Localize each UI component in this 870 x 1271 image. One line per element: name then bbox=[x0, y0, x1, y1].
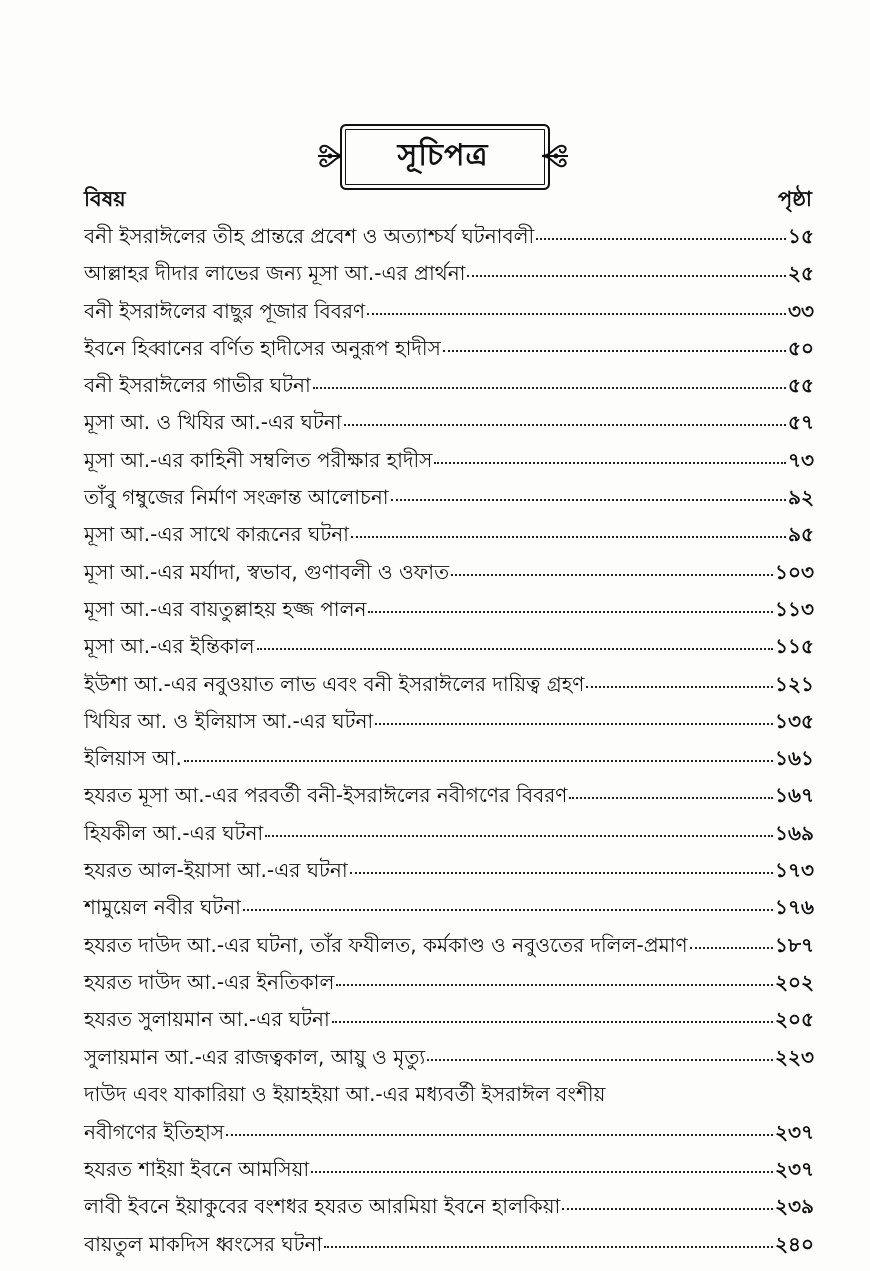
toc-entry-page: ২৫ bbox=[788, 261, 814, 286]
page-title: সূচিপত্র bbox=[397, 137, 489, 173]
toc-entry-page: ২০৫ bbox=[775, 1007, 814, 1032]
dot-leader bbox=[690, 946, 773, 949]
dot-leader bbox=[427, 1058, 773, 1061]
subject-column-header: বিষয় bbox=[84, 187, 126, 211]
toc-entry-page: ১৫ bbox=[788, 224, 814, 248]
toc-entry-page: ১৭৩ bbox=[775, 858, 814, 883]
toc-entry-title: ইলিয়াস আ. bbox=[84, 746, 182, 771]
toc-entry[interactable] bbox=[84, 595, 814, 632]
toc-entry-page: ৩৩ bbox=[787, 298, 814, 323]
toc-entry-page: ৯২ bbox=[788, 485, 814, 510]
dot-leader bbox=[350, 871, 773, 874]
toc-entry-page: ২০২ bbox=[774, 969, 814, 994]
toc-entry[interactable] bbox=[84, 371, 814, 408]
toc-entry-page: ২২৩ bbox=[774, 1044, 814, 1069]
toc-entry[interactable] bbox=[84, 968, 814, 1005]
toc-entry[interactable] bbox=[84, 408, 814, 445]
toc-entry-page: ৯৫ bbox=[788, 522, 814, 547]
toc-entry[interactable] bbox=[84, 483, 814, 520]
dot-leader bbox=[467, 274, 786, 277]
toc-entry[interactable] bbox=[84, 707, 814, 744]
toc-entry-title: বনী ইসরাঈলের গাভীর ঘটনা bbox=[84, 373, 311, 398]
toc-entry-page: ১৭৬ bbox=[775, 895, 814, 920]
toc-entry-title: মূসা আ. ও খিযির আ.-এর ঘটনা bbox=[84, 410, 342, 435]
dot-leader bbox=[265, 834, 773, 837]
toc-entry[interactable] bbox=[84, 931, 814, 968]
toc-entry[interactable] bbox=[84, 893, 814, 930]
dot-leader bbox=[368, 610, 773, 613]
dot-leader bbox=[375, 722, 773, 725]
toc-entry-title: মূসা আ.-এর সাথে কারূনের ঘটনা bbox=[84, 522, 349, 547]
toc-entry[interactable] bbox=[84, 334, 814, 371]
toc-entry-title: আল্লাহর দীদার লাভের জন্য মূসা আ.-এর প্রার্থনা bbox=[84, 261, 466, 286]
toc-entry[interactable] bbox=[84, 259, 814, 296]
page-column-header: পৃষ্ঠা bbox=[777, 187, 812, 211]
toc-entry-title: খিযির আ. ও ইলিয়াস আ.-এর ঘটনা bbox=[84, 708, 374, 733]
dot-leader bbox=[367, 312, 786, 315]
toc-list bbox=[84, 222, 814, 1267]
toc-entry[interactable] bbox=[84, 1230, 814, 1267]
toc-entry[interactable] bbox=[84, 1005, 814, 1042]
dot-leader bbox=[226, 1133, 773, 1136]
toc-entry[interactable] bbox=[84, 446, 814, 483]
toc-entry[interactable] bbox=[84, 558, 814, 595]
ornament-icon bbox=[540, 138, 570, 174]
dot-leader bbox=[351, 535, 786, 538]
toc-entry-page: ১১৩ bbox=[775, 596, 814, 621]
toc-entry-page: ১৬৭ bbox=[775, 783, 814, 808]
dot-leader bbox=[586, 685, 773, 688]
toc-entry[interactable] bbox=[84, 856, 814, 893]
toc-entry-title: লাবী ইবনে ইয়াকুবের বংশধর হযরত আরমিয়া ইবনে হালকিয়া bbox=[84, 1194, 561, 1219]
toc-entry-page: ৫০ bbox=[788, 335, 814, 360]
dot-leader bbox=[434, 461, 786, 464]
toc-entry-page: ১৮৭ bbox=[775, 932, 814, 957]
toc-entry-title: ইউশা আ.-এর নবুওয়াত লাভ এবং বনী ইসরাঈলের দায়িত্ব গ্রহণ bbox=[84, 671, 585, 696]
toc-entry-title: মূসা আ.-এর বায়তুল্লাহয় হজ্জ পালন bbox=[84, 596, 367, 621]
toc-entry-title: হযরত দাউদ আ.-এর ঘটনা, তাঁর ফযীলত, কর্মকাণ্ড ও নবুওতের দলিল-প্রমাণ bbox=[84, 932, 688, 957]
toc-entry[interactable] bbox=[84, 632, 814, 669]
toc-entry[interactable] bbox=[84, 744, 814, 781]
dot-leader bbox=[184, 759, 773, 762]
dot-leader bbox=[569, 796, 773, 799]
toc-entry-title: হিযকীল আ.-এর ঘটনা bbox=[84, 820, 264, 845]
toc-entry[interactable] bbox=[84, 670, 814, 707]
toc-entry-title: সুলায়মান আ.-এর রাজত্বকাল, আয়ু ও মৃত্যু bbox=[84, 1044, 426, 1069]
toc-entry-page: ১১৫ bbox=[775, 634, 814, 659]
toc-entry-page: ৫৭ bbox=[788, 410, 814, 435]
toc-entry-page: ১৩৫ bbox=[775, 708, 814, 733]
toc-entry-title: বনী ইসরাঈলের বাছুর পূজার বিবরণ bbox=[84, 298, 366, 323]
toc-entry-title: মূসা আ.-এর ইন্তিকাল bbox=[84, 634, 255, 659]
toc-entry-title: মূসা আ.-এর মর্যাদা, স্বভাব, গুণাবলী ও ওফাত bbox=[84, 559, 450, 584]
toc-entry-title: বনী ইসরাঈলের তীহ প্রান্তরে প্রবেশ ও অত্যাশ্চর্য ঘটনাবলী bbox=[84, 224, 535, 248]
toc-entry[interactable] bbox=[84, 1118, 814, 1155]
toc-entry-title: শামুয়েল নবীর ঘটনা bbox=[84, 895, 241, 920]
toc-entry-page: ১৬৯ bbox=[775, 820, 814, 845]
toc-entry-page: ১৬১ bbox=[775, 746, 814, 771]
toc-entry[interactable] bbox=[84, 781, 814, 818]
dot-leader bbox=[311, 1170, 773, 1173]
dot-leader bbox=[257, 647, 774, 650]
dot-leader bbox=[391, 498, 786, 501]
dot-leader bbox=[562, 1207, 773, 1210]
dot-leader bbox=[243, 908, 773, 911]
toc-entry-title: মূসা আ.-এর কাহিনী সম্বলিত পরীক্ষার হাদীস bbox=[84, 447, 433, 472]
toc-entry[interactable] bbox=[84, 1192, 814, 1229]
toc-entry-page: ১২১ bbox=[775, 671, 814, 696]
toc-entry[interactable] bbox=[84, 297, 814, 334]
dot-leader bbox=[324, 1245, 773, 1248]
toc-entry-title: হযরত আল-ইয়াসা আ.-এর ঘটনা bbox=[84, 858, 348, 883]
toc-entry[interactable] bbox=[84, 1155, 814, 1192]
toc-entry[interactable] bbox=[84, 1080, 814, 1118]
toc-entry-page: ২৪০ bbox=[775, 1231, 814, 1256]
dot-leader bbox=[313, 386, 786, 389]
toc-entry-page: ৭৩ bbox=[787, 447, 814, 472]
toc-entry-page: ৫৫ bbox=[788, 373, 814, 398]
toc-entry-title: দাউদ এবং যাকারিয়া ও ইয়াহইয়া আ.-এর মধ্যবর্তী ইসরাঈল বংশীয় bbox=[84, 1081, 606, 1106]
toc-entry-title: নবীগণের ইতিহাস bbox=[84, 1119, 225, 1144]
toc-entry-title: হযরত দাউদ আ.-এর ইনতিকাল bbox=[84, 969, 335, 994]
dot-leader bbox=[332, 1020, 773, 1023]
toc-entry[interactable] bbox=[84, 222, 814, 259]
toc-entry-title: হযরত সুলায়মান আ.-এর ঘটনা bbox=[84, 1007, 330, 1032]
toc-entry-page: ১০৩ bbox=[775, 559, 814, 584]
toc-entry-page: ২৩৭ bbox=[774, 1157, 814, 1182]
dot-leader bbox=[536, 237, 786, 240]
toc-entry[interactable] bbox=[84, 1043, 814, 1080]
toc-entry[interactable] bbox=[84, 520, 814, 557]
toc-entry-title: ইবনে হিব্বানের বর্ণিত হাদীসের অনুরূপ হাদীস bbox=[84, 335, 441, 360]
dot-leader bbox=[344, 423, 786, 426]
toc-entry[interactable] bbox=[84, 819, 814, 856]
toc-entry-page: ২৩৯ bbox=[775, 1194, 814, 1219]
toc-entry-title: হযরত শাইয়া ইবনে আমসিয়া bbox=[84, 1157, 310, 1182]
dot-leader bbox=[336, 983, 773, 986]
dot-leader bbox=[451, 573, 773, 576]
toc-entry-title: তাঁবু গম্বুজের নির্মাণ সংক্রান্ত আলোচনা bbox=[84, 485, 389, 510]
toc-entry-title: বায়তুল মাকদিস ধ্বংসের ঘটনা bbox=[84, 1231, 323, 1256]
toc-entry-page: ২৩৭ bbox=[774, 1119, 814, 1144]
heading-banner bbox=[318, 120, 568, 192]
toc-entry-title: হযরত মূসা আ.-এর পরবর্তী বনী-ইসরাঈলের নবীগণের বিবরণ bbox=[84, 783, 568, 808]
dot-leader bbox=[443, 349, 786, 352]
